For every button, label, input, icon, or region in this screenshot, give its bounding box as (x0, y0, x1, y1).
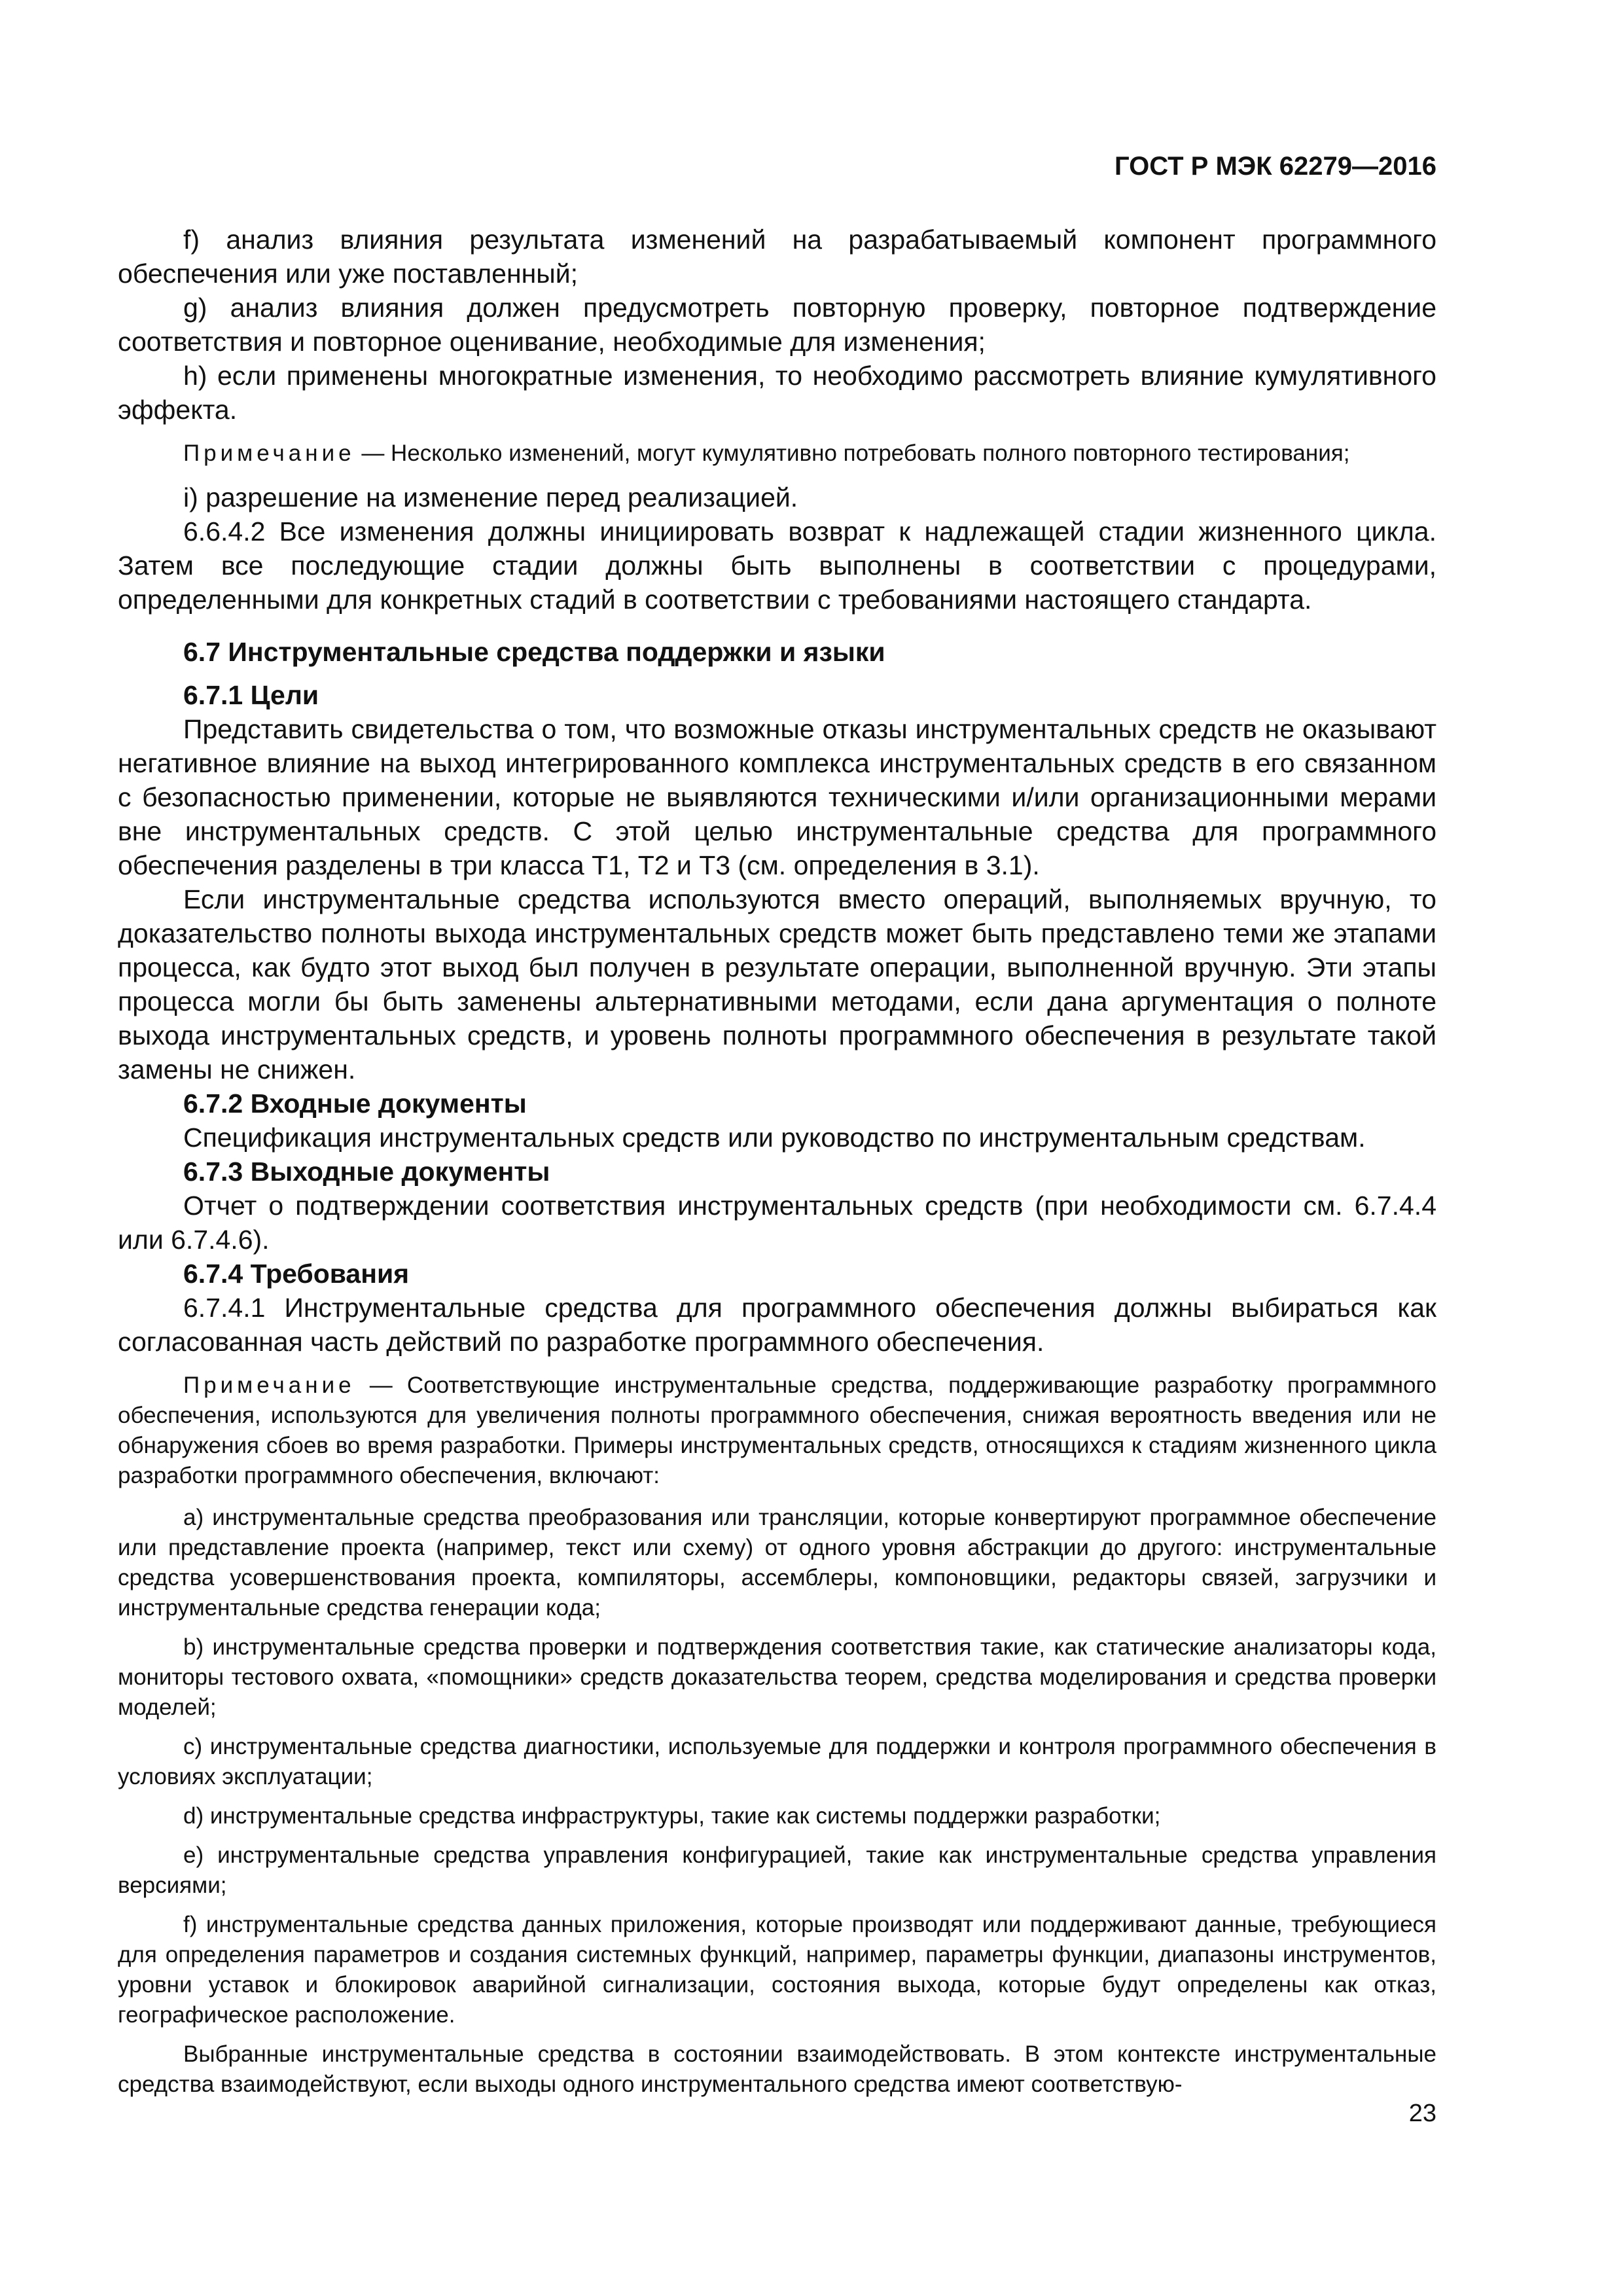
section-heading-6-7-2: 6.7.2 Входные документы (183, 1088, 527, 1119)
page-number: 23 (1408, 2100, 1436, 2127)
tool-example-b: b) инструментальные средства проверки и подтверждения соответствия такие, как статические анализаторы кода, мониторы тестового охвата, «помощники» средств доказательства теорем, средства моделирования и средства проверки моделей; (118, 1634, 1436, 1720)
note-label: Примечание (183, 440, 355, 466)
note-label: Примечание (183, 1372, 355, 1398)
note-1 (118, 439, 1436, 469)
section-heading-6-7: 6.7 Инструментальные средства поддержки и языки (183, 637, 885, 667)
list-item-h: h) если применены многократные изменения, то необходимо рассмотреть влияние кумулятивного эффекта. (118, 361, 1436, 425)
list-item-f: f) анализ влияния результата изменений на разрабатываемый компонент программного обеспечения или уже поставленный; (118, 224, 1436, 289)
list-item-g: g) анализ влияния должен предусмотреть повторную проверку, повторное подтверждение соответствия и повторное оценивание, необходимые для изменения; (118, 293, 1436, 357)
tool-example-a: а) инструментальные средства преобразования или трансляции, которые конвертируют программное обеспечение или представление проекта (например, текст или схему) от одного уровня абстракции до другого: инструментальные средства усовершенствования проекта, компиляторы, ассемблеры, компоновщики, редакторы связей, загрузчики и инструментальные средства генерации кода; (118, 1505, 1436, 1621)
goals-paragraph-2: Если инструментальные средства используются вместо операций, выполняемых вручную, то доказательство полноты выхода инструментальных средств может быть представлено теми же этапами процесса, как будто этот выход был получен в результате операции, выполненной вручную. Эти этапы процесса могли бы быть заменены альтернативными методами, если дана аргументация о полноте выхода инструментальных средств, и уровень полноты программного обеспечения в результате такой замены не снижен. (118, 884, 1436, 1085)
document-code: ГОСТ Р МЭК 62279—2016 (1114, 152, 1436, 181)
tool-example-c: c) инструментальные средства диагностики, используемые для поддержки и контроля программного обеспечения в условиях эксплуатации; (118, 1734, 1436, 1789)
page-body (118, 223, 1436, 2109)
goals-paragraph-1: Представить свидетельства о том, что возможные отказы инструментальных средств не оказывают негативное влияние на выход интегрированного комплекса инструментальных средств в его связанном с безопасностью применении, которые не выявляются техническими и/или организационными мерами вне инструментальных средств. С этой целью инструментальные средства для программного обеспечения разделены в три класса Т1, Т2 и Т3 (см. определения в 3.1). (118, 714, 1436, 880)
note-2 (118, 1371, 1436, 1491)
section-heading-6-7-1: 6.7.1 Цели (183, 680, 319, 710)
final-paragraph: Выбранные инструментальные средства в состоянии взаимодействовать. В этом контексте инструментальные средства взаимодействуют, если выходы одного инструментального средства имеют соответствую- (118, 2041, 1436, 2097)
note-1-text: — Несколько изменений, могут кумулятивно потребовать полного повторного тестирования; (355, 440, 1350, 466)
tool-example-d: d) инструментальные средства инфраструктуры, такие как системы поддержки разработки; (183, 1803, 1161, 1829)
tool-example-f: f) инструментальные средства данных приложения, которые производят или поддерживают данные, требующиеся для определения параметров и создания системных функций, например, параметры функции, диапазоны инструментов, уровни уставок и блокировок аварийной сигнализации, состояния выхода, которые будут определены как отказ, географическое расположение. (118, 1912, 1436, 2028)
tool-example-e: e) инструментальные средства управления конфигурацией, такие как инструментальные средства управления версиями; (118, 1842, 1436, 1898)
note-2-text: — Соответствующие инструментальные средства, поддерживающие разработку программного обеспечения, используются для увеличения полноты программного обеспечения, снижая вероятность введения или не обнаружения сбоев во время разработки. Примеры инструментальных средств, относящихся к стадиям жизненного цикла разработки программного обеспечения, включают: (118, 1372, 1436, 1488)
section-heading-6-7-3: 6.7.3 Выходные документы (183, 1157, 550, 1187)
list-item-i: i) разрешение на изменение перед реализацией. (183, 482, 798, 512)
clause-6-6-4-2: 6.6.4.2 Все изменения должны инициировать возврат к надлежащей стадии жизненного цикла. Затем все последующие стадии должны быть выполнены в соответствии с процедурами, определенными для конкретных стадий в соответствии с требованиями настоящего стандарта. (118, 516, 1436, 615)
outputs-paragraph: Отчет о подтверждении соответствия инструментальных средств (при необходимости см. 6.7.4.4 или 6.7.4.6). (118, 1191, 1436, 1255)
section-heading-6-7-4: 6.7.4 Требования (183, 1259, 410, 1289)
inputs-paragraph: Спецификация инструментальных средств или руководство по инструментальным средствам. (183, 1122, 1366, 1153)
clause-6-7-4-1: 6.7.4.1 Инструментальные средства для программного обеспечения должны выбираться как согласованная часть действий по разработке программного обеспечения. (118, 1293, 1436, 1357)
